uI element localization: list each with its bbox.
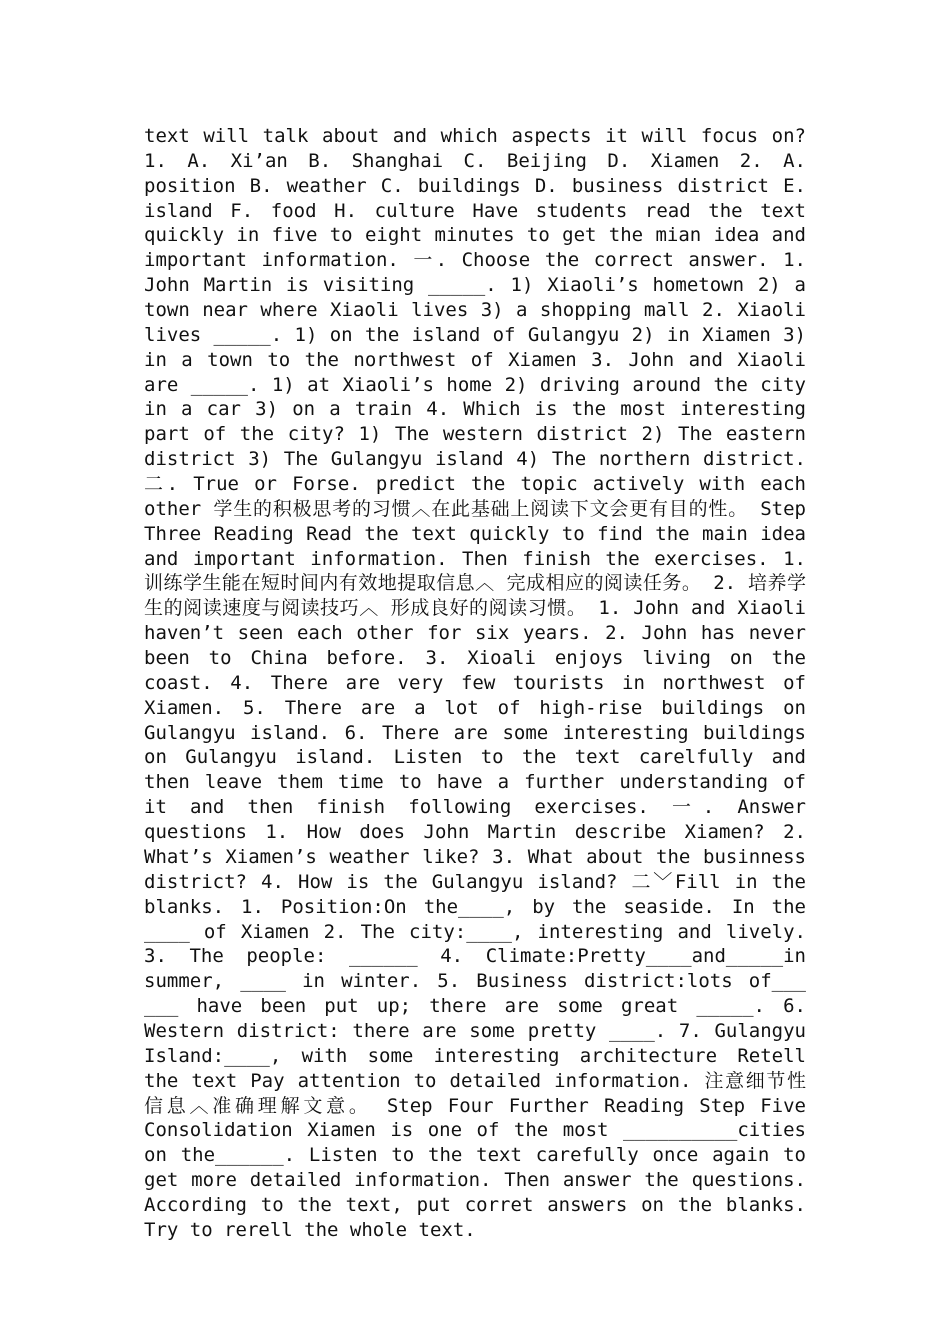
body-text: text will talk about and which aspects it will focus on? 1. A. Xi’an B. Shanghai C. Beijing D. Xiamen 2. A. position B. weather C. buildings D. business district E. island F. food H. culture Have students read the text quickly in five to eight minutes to get the mian idea and important information. 一. Choose the correct answer. 1. John Martin is visiting _____. 1) Xiaoli’s hometown 2) a town near where Xiaoli lives 3) a shopping mall 2. Xiaoli lives _____. 1) on the island of Gulangyu 2) in Xiamen 3) in a town to the northwest of Xiamen 3. John and Xiaoli are _____. 1) at Xiaoli’s home 2) driving around the city in a car 3) on a train 4. Which is the most interesting part of the city? 1) The western district 2) The eastern district 3) The Gulangyu island 4) The northern district. 二. True or Forse. predict the topic actively with each other 学生的积极思考的习惯︿在此基础上阅读下文会更有目的性。 Step Three Reading Read the text quickly to find the main idea and important information. Then finish the exercises. 1. 训练学生能在短时间内有效地提取信息︿ 完成相应的阅读任务。 2. 培养学生的阅读速度与阅读技巧︿ 形成良好的阅读习惯。 1. John and Xiaoli haven’t seen each other for six years. 2. John has never been to China before. 3. Xioali enjoys living on the coast. 4. There are very few tourists in northwest of Xiamen. 5. There are a lot of high-rise buildings on Gulangyu island. 6. There are some interesting buildings on Gulangyu island. Listen to the text carelfully and then leave them time to have a further understanding of it and then finish following exercises. 一. Answer questions 1. How does John Martin describe Xiamen? 2. What’s Xiamen’s weather like? 3. What about the businness district? 4. How is the Gulangyu island? 二﹀Fill in the blanks. 1. Position:On the____, by the seaside. In the ____ of Xiamen 2. The city:____, interesting and lively. 3. The people: ______ 4. Climate:Pretty____and_____in summer, ____ in winter. 5. Business district:lots of___ ___ have been put up; there are some great _____. 6. Western district: there are some pretty ____. 7. Gulangyu Island:____, with some interesting architecture Retell the text Pay attention to detailed information. 注意细节性信息︿准确理解文意。 Step Four Further Reading Step Five Consolidation Xiamen is one of the most __________cities on the______. Listen to the text carefully once again to get more detailed information. Then answer the questions. According to the text, put corret answers on the blanks. Try to rerell the whole text. bbox=[144, 125, 806, 1241]
